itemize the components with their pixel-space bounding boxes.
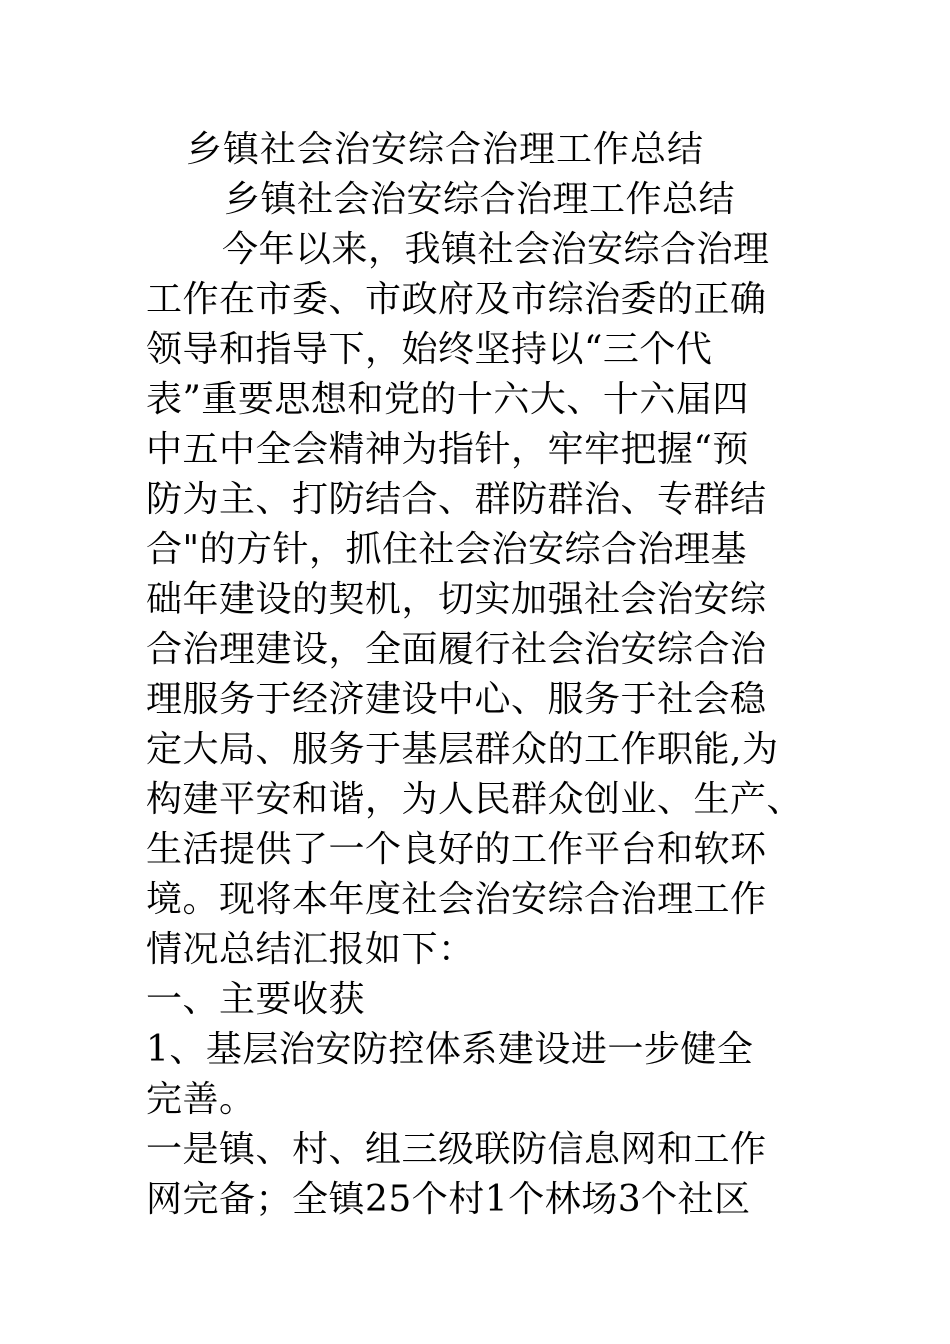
body-line: 情况总结汇报如下： [146, 929, 475, 970]
document-subtitle: 乡镇社会治安综合治理工作总结 [224, 179, 736, 220]
body-line: 中五中全会精神为指针，牢牢把握“预 [146, 429, 749, 470]
paragraph-line: 一是镇、村、组三级联防信息网和工作 [146, 1129, 767, 1170]
body-line: 境。现将本年度社会治安综合治理工作 [146, 879, 767, 920]
section-heading: 一、主要收获 [146, 979, 366, 1020]
body-line: 生活提供了一个良好的工作平台和软环 [146, 829, 767, 870]
body-line: 领导和指导下，始终坚持以“三个代 [146, 329, 713, 370]
document-title: 乡镇社会治安综合治理工作总结 [186, 129, 705, 170]
body-line: 今年以来，我镇社会治安综合治理 [222, 229, 770, 270]
body-line: 合"的方针，抓住社会治安综合治理基 [146, 529, 748, 570]
body-line: 表”重要思想和党的十六大、十六届四 [146, 379, 749, 420]
subsection-line: 1、基层治安防控体系建设进一步健全 [146, 1029, 754, 1070]
body-line: 工作在市委、市政府及市综治委的正确 [146, 279, 767, 320]
body-line: 理服务于经济建设中心、服务于社会稳 [146, 679, 767, 720]
paragraph-line: 网完备；全镇25个村1个林场3个社区 [146, 1179, 751, 1220]
body-line: 合治理建设，全面履行社会治安综合治 [146, 629, 767, 670]
subsection-line: 完善。 [146, 1079, 256, 1120]
body-line: 防为主、打防结合、群防群治、专群结 [146, 479, 767, 520]
body-line: 础年建设的契机，切实加强社会治安综 [146, 579, 767, 620]
body-line: 构建平安和谐，为人民群众创业、生产、 [146, 779, 804, 820]
body-line: 定大局、服务于基层群众的工作职能,为 [146, 729, 779, 770]
